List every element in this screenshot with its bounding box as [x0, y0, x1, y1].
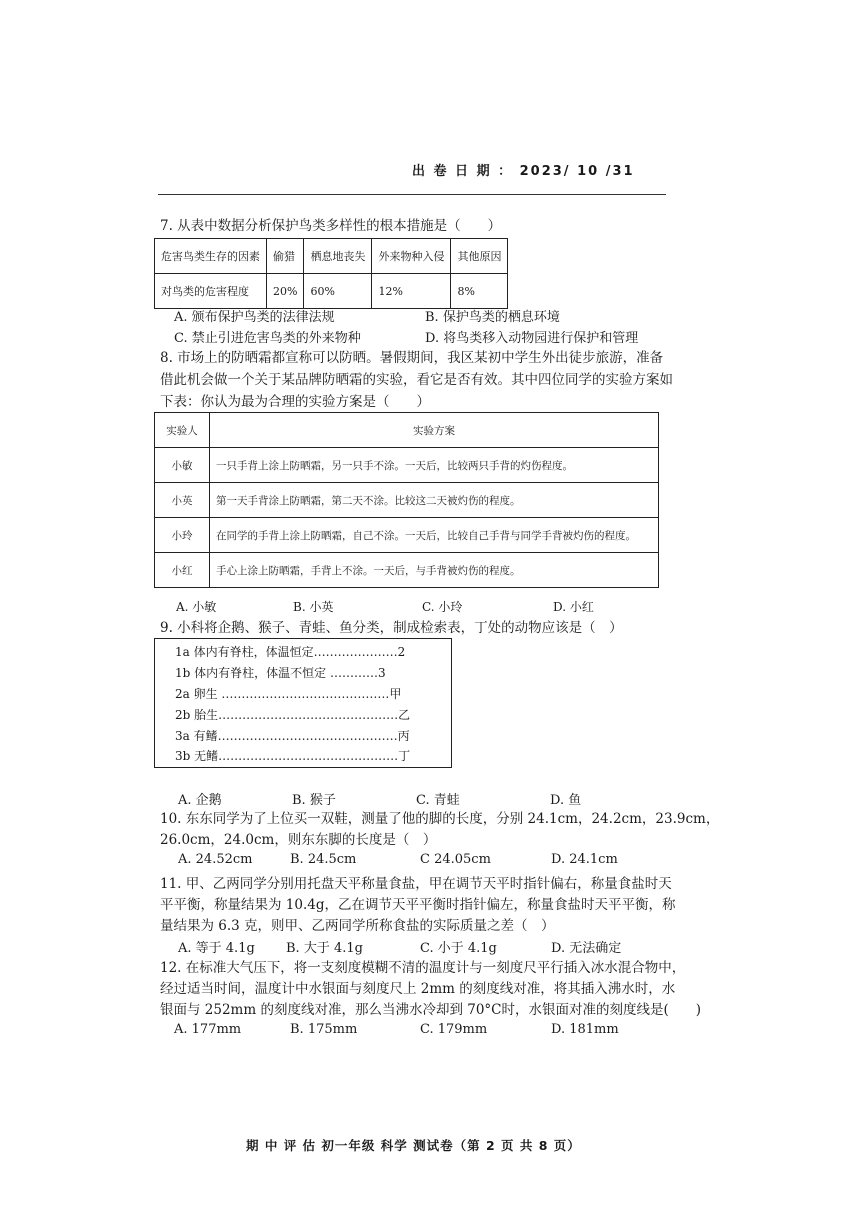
table-cell: 外来物种入侵 — [372, 239, 451, 274]
table-cell: 危害鸟类生存的因素 — [155, 239, 267, 274]
q9-dichotomous-key — [154, 638, 452, 768]
table-cell: 8% — [451, 274, 508, 309]
q12-option-b: B. 175mm — [290, 1022, 358, 1037]
table-cell: 小红 — [155, 553, 210, 588]
q7-table — [154, 238, 508, 309]
q8-table — [154, 412, 659, 588]
q9-option-a: A. 企鹅 — [178, 793, 222, 808]
q12-option-a: A. 177mm — [174, 1022, 242, 1037]
q12-option-d: D. 181mm — [551, 1022, 619, 1037]
q8-stem-line3: 下表：你认为最为合理的实验方案是（ ） — [160, 394, 430, 410]
q8-option-b: B. 小英 — [293, 600, 334, 614]
q10-option-a: A. 24.52cm — [178, 852, 253, 867]
header-rule — [158, 194, 666, 195]
q8-option-a: A. 小敏 — [176, 600, 217, 614]
q10-stem-line1: 10. 东东同学为了上位买一双鞋，测量了他的脚的长度，分别 24.1cm，24.2cm，23.9cm， — [160, 811, 720, 827]
q11-stem-line2: 平平衡，称量结果为 10.4g，乙在调节天平平衡时指针偏左，称量食盐时天平平衡，称 — [160, 897, 676, 913]
page-footer: 期 中 评 估 初一年级 科学 测试卷（第 2 页 共 8 页） — [246, 1138, 581, 1153]
table-cell: 20% — [267, 274, 304, 309]
q10-option-c: C 24.05cm — [420, 852, 491, 867]
table-row — [155, 413, 659, 448]
q7-option-a: A. 颁布保护鸟类的法律法规 — [174, 310, 335, 325]
q7-option-b: B. 保护鸟类的栖息环境 — [425, 310, 560, 325]
key-line: 2b 胎生………………………………………乙 — [175, 708, 411, 722]
table-cell: 一只手背上涂上防晒霜，另一只手不涂。一天后，比较两只手背的灼伤程度。 — [210, 448, 659, 483]
q11-option-a: A. 等于 4.1g — [178, 941, 255, 956]
table-row — [155, 239, 508, 274]
q10-stem-line2: 26.0cm，24.0cm，则东东脚的长度是（ ） — [160, 832, 437, 848]
q11-option-c: C. 小于 4.1g — [420, 941, 497, 956]
q11-option-d: D. 无法确定 — [551, 941, 622, 956]
table-row — [155, 274, 508, 309]
key-line: 3a 有鳍………………………………………丙 — [175, 729, 410, 743]
q10-option-b: B. 24.5cm — [290, 852, 357, 867]
key-line: 1a 体内有脊柱，体温恒定…………………2 — [175, 645, 406, 659]
q12-stem-line3: 银面与 252mm 的刻度线对准，那么当沸水冷却到 70°C时，水银面对准的刻度线是( ) — [160, 1002, 702, 1018]
table-cell: 12% — [372, 274, 451, 309]
q7-option-c: C. 禁止引进危害鸟类的外来物种 — [174, 331, 361, 346]
q9-stem: 9. 小科将企鹅、猴子、青蛙、鱼分类，制成检索表，丁处的动物应该是（ ） — [160, 620, 623, 636]
q8-option-d: D. 小红 — [553, 600, 594, 614]
q8-stem-line2: 借此机会做一个关于某品牌防晒霜的实验，看它是否有效。其中四位同学的实验方案如 — [160, 372, 673, 388]
table-cell: 其他原因 — [451, 239, 508, 274]
q10-option-d: D. 24.1cm — [551, 852, 618, 867]
table-row — [155, 553, 659, 588]
key-line: 2a 卵生 ……………………………………甲 — [175, 687, 402, 701]
key-line: 1b 体内有脊柱，体温不恒定 …………3 — [175, 666, 386, 680]
table-cell: 对鸟类的危害程度 — [155, 274, 267, 309]
table-cell: 在同学的手背上涂上防晒霜，自己不涂。一天后，比较自己手背与同学手背被灼伤的程度。 — [210, 518, 659, 553]
table-cell: 60% — [304, 274, 372, 309]
q7-option-d: D. 将鸟类移入动物园进行保护和管理 — [425, 331, 639, 346]
q7-stem: 7. 从表中数据分析保护鸟类多样性的根本措施是（ ） — [160, 218, 502, 234]
table-header-cell: 实验人 — [155, 413, 210, 448]
table-row — [155, 518, 659, 553]
table-cell: 栖息地丧失 — [304, 239, 372, 274]
exam-date-header: 出 卷 日 期 ： 2023/ 10 /31 — [412, 164, 635, 179]
q8-stem-line1: 8. 市场上的防晒霜都宣称可以防晒。暑假期间，我区某初中学生外出徒步旅游，准备 — [160, 350, 664, 366]
table-cell: 小英 — [155, 483, 210, 518]
table-row — [155, 448, 659, 483]
q12-option-c: C. 179mm — [420, 1022, 488, 1037]
key-line: 3b 无鳍………………………………………丁 — [175, 749, 411, 763]
q8-option-c: C. 小玲 — [422, 600, 463, 614]
table-cell: 小敏 — [155, 448, 210, 483]
q12-stem-line1: 12. 在标准大气压下，将一支刻度模糊不清的温度计与一刻度尺平行插入冰水混合物中， — [160, 960, 686, 976]
q12-stem-line2: 经过适当时间，温度计中水银面与刻度尺上 2mm 的刻度线对准，将其插入沸水时，水 — [160, 981, 676, 997]
q9-option-d: D. 鱼 — [550, 793, 582, 808]
table-cell: 偷猎 — [267, 239, 304, 274]
table-cell: 手心上涂上防晒霜，手背上不涂。一天后，与手背被灼伤的程度。 — [210, 553, 659, 588]
q11-stem-line3: 量结果为 6.3 克，则甲、乙两同学所称食盐的实际质量之差（ ） — [160, 918, 555, 934]
table-cell: 第一天手背涂上防晒霜，第二天不涂。比较这二天被灼伤的程度。 — [210, 483, 659, 518]
table-header-cell: 实验方案 — [210, 413, 659, 448]
table-cell: 小玲 — [155, 518, 210, 553]
q11-stem-line1: 11. 甲、乙两同学分别用托盘天平称量食盐，甲在调节天平时指针偏右，称量食盐时天 — [160, 876, 672, 892]
table-row — [155, 483, 659, 518]
q11-option-b: B. 大于 4.1g — [286, 941, 363, 956]
q9-option-c: C. 青蛙 — [416, 793, 460, 808]
q9-option-b: B. 猴子 — [292, 793, 336, 808]
